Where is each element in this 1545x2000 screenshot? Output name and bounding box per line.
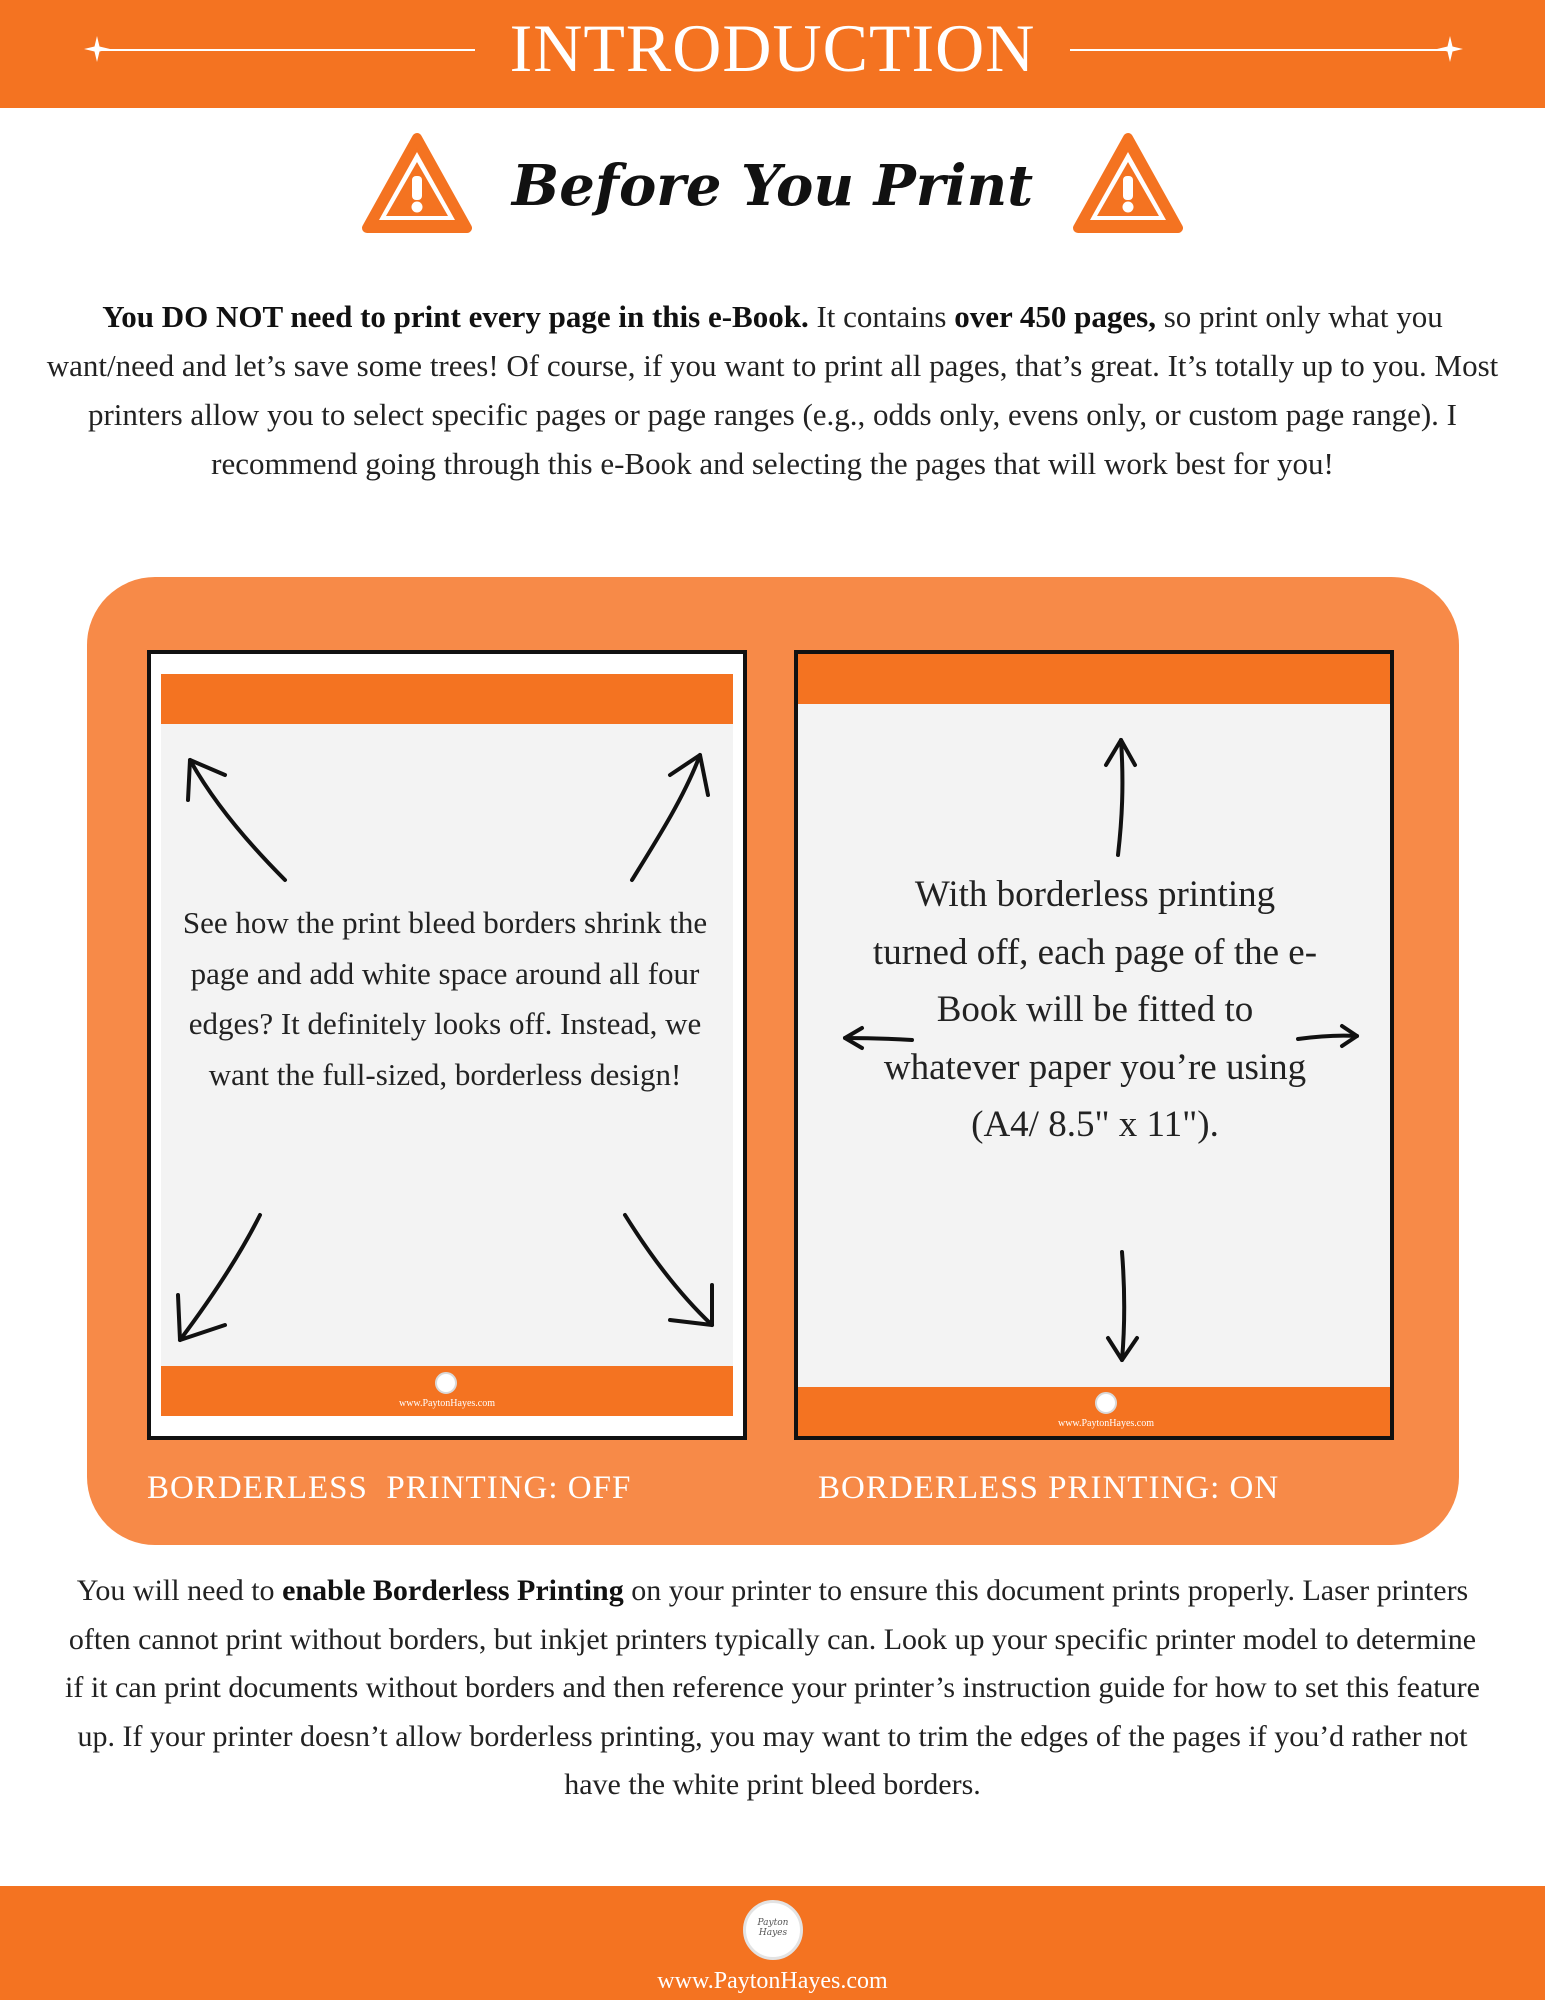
arrow-up-icon [1106,740,1135,855]
arrow-right-icon [1298,1026,1357,1046]
bottom-text-2: on your printer to ensure this document prints properly. Laser printers often cannot print without borders, but inkjet printers typically can. Look up your specific printer model to determine if it can print documents without borders and then reference your printer’s instruction guide for how to set this feature up. If your printer doesn’t allow borderless printing, you may want to trim the edges of the pages if you’d rather not have the white print bleed borders. [65,1574,1480,1801]
arrow-down-icon [1108,1252,1137,1360]
label-borderless-on: BORDERLESS PRINTING: ON [818,1470,1280,1506]
intro-bold-2: over 450 pages, [954,299,1156,334]
bottom-bold-1: enable Borderless Printing [282,1574,624,1607]
card-on-text: With borderless printing turned off, each page of the e-Book will be fitted to whatever paper you’re using (A4/ 8.5" x 11"). [872,874,1318,1145]
arrow-up-right-icon [632,755,708,880]
page-title: INTRODUCTION [509,10,1036,86]
intro-text-1: It contains [808,299,955,334]
bottom-text-1: You will need to [76,1574,283,1607]
footer-url: www.PaytonHayes.com [398,1398,495,1409]
intro-text-2: so print only what you want/need and let’s save some trees! Of course, if you want to print all pages, that’s great. It’s totally up to you. Most printers allow you to select specific pages or page ranges (e.g., odds only, evens only, or custom page range). I recommend going through this e-Book and selecting the pages that will work best for you! [46,299,1499,481]
footer-url[interactable]: www.PaytonHayes.com [657,1968,888,1994]
footer-logo-text: Payton Hayes [757,1918,789,1938]
card-off-text: See how the print bleed borders shrink the page and add white space around all four edges? It definitely looks off. Instead, we want the full-sized, borderless design! [182,905,708,1092]
label-borderless-off: BORDERLESS PRINTING: OFF [147,1470,632,1506]
instructions-paragraph [60,1567,1485,1810]
footer-url: www.PaytonHayes.com [1057,1418,1154,1429]
arrow-left-icon [845,1028,912,1048]
arrow-down-left-icon [178,1215,260,1340]
section-heading: Before You Print [511,153,1034,219]
arrow-down-right-icon [625,1215,712,1325]
arrow-up-left-icon [188,760,285,880]
intro-bold-1: You DO NOT need to print every page in this e-Book. [102,299,809,334]
